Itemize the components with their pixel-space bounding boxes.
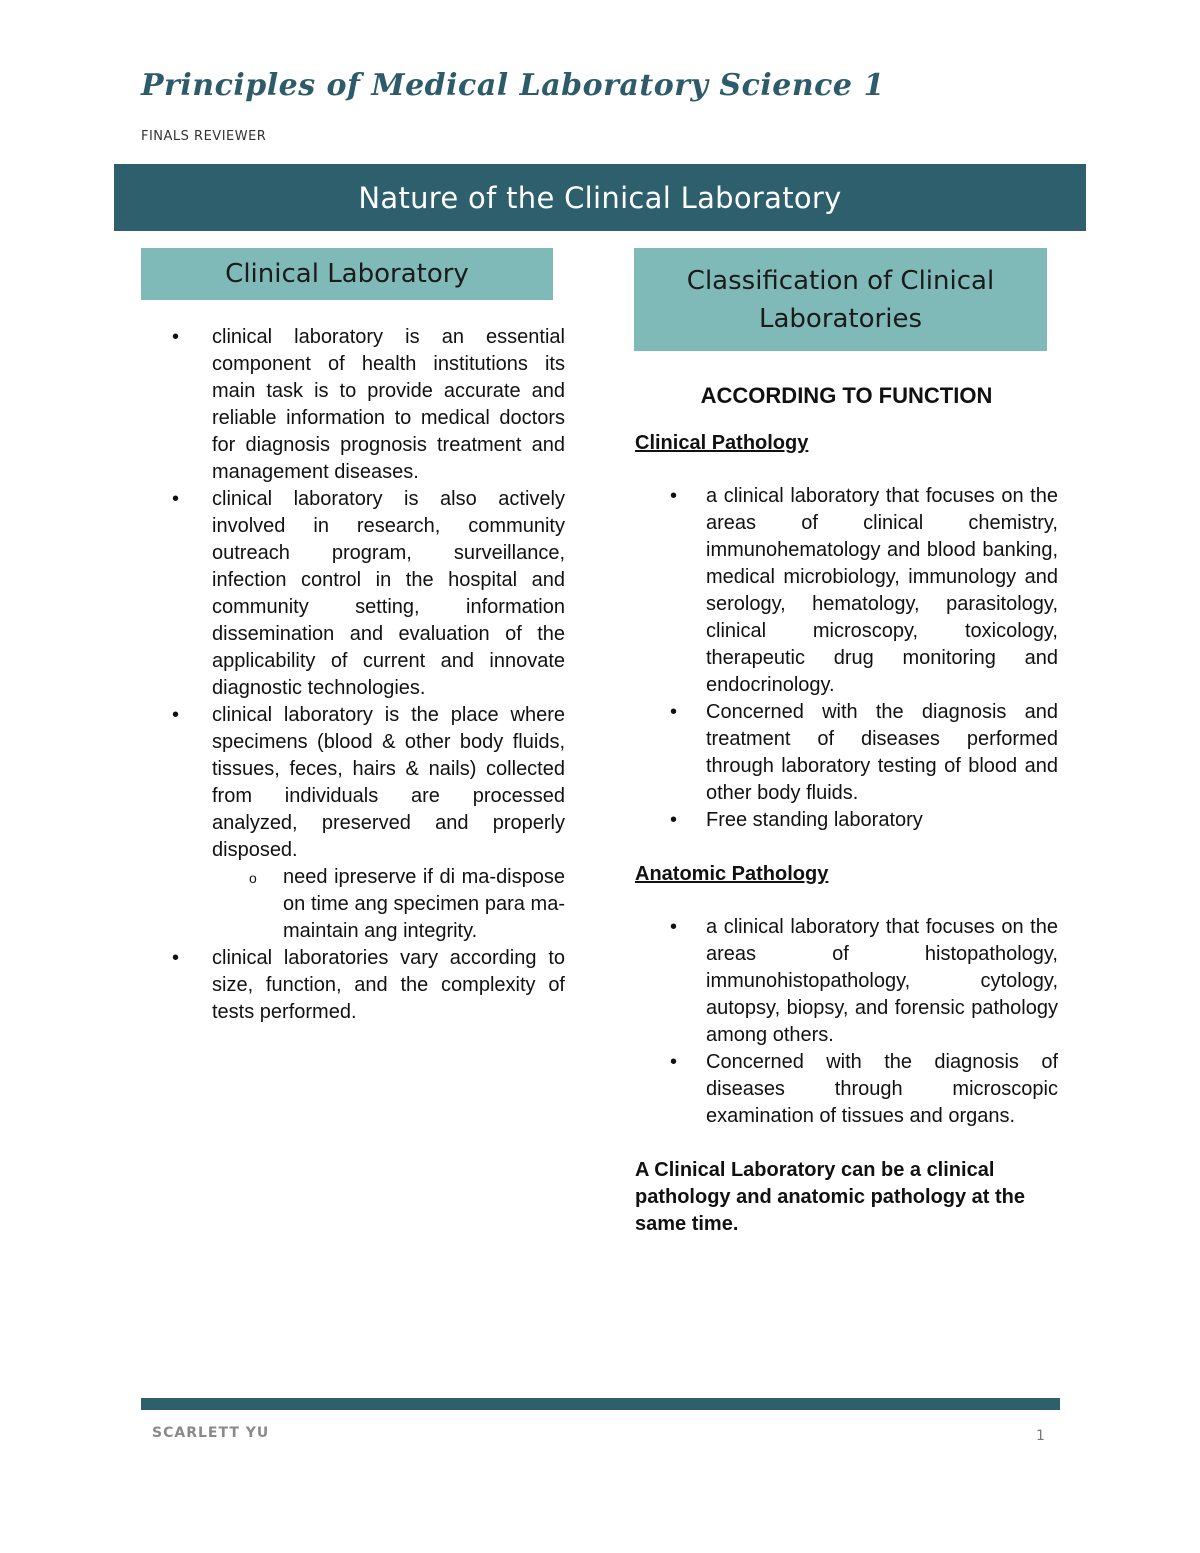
left-column: [172, 324, 565, 1026]
section-banner: Nature of the Clinical Laboratory: [114, 164, 1086, 231]
clinical-laboratory-heading: Clinical Laboratory: [141, 248, 553, 300]
list-item: • clinical laboratory is also actively involved in research, community outreach program, surveillance, infection control in the hospital and community setting, information dissemination and evaluation of the applicability of current and innovate diagnostic technologies.: [172, 486, 565, 702]
clinical-pathology-list: [670, 483, 1058, 834]
list-item-text: clinical laboratory is the place where specimens (blood & other body fluids, tissues, feces, hairs & nails) collected from individuals are processed analyzed, preserved and properly disposed.: [212, 704, 565, 861]
list-item: • Free standing laboratory: [670, 807, 1058, 834]
clinical-pathology-heading: Clinical Pathology: [635, 432, 809, 454]
conclusion-text: A Clinical Laboratory can be a clinical pathology and anatomic pathology at the same time.: [635, 1159, 1026, 1235]
page-number: 1: [1036, 1428, 1045, 1444]
list-item: [172, 702, 565, 945]
document-subtitle: FINALS REVIEWER: [141, 129, 267, 144]
list-item: • Concerned with the diagnosis of diseases through microscopic examination of tissues and organs.: [670, 1049, 1058, 1130]
clinical-laboratory-list: [172, 324, 565, 1026]
right-column: [635, 380, 1058, 1238]
footer-author: SCARLETT YU: [152, 1425, 270, 1441]
function-heading: ACCORDING TO FUNCTION: [700, 383, 993, 408]
anatomic-pathology-heading: Anatomic Pathology: [635, 863, 829, 885]
sub-list-item: o need ipreserve if di ma-dispose on time ang specimen para ma-maintain ang integrity.: [212, 864, 565, 945]
classification-heading: Classification of Clinical Laboratories: [634, 248, 1047, 351]
list-item: • clinical laboratory is an essential component of health institutions its main task is to provide accurate and reliable information to medical doctors for diagnosis prognosis treatment and management diseases.: [172, 324, 565, 486]
list-item: • Concerned with the diagnosis and treatment of diseases performed through laboratory testing of blood and other body fluids.: [670, 699, 1058, 807]
footer-divider: [141, 1398, 1060, 1410]
sub-list: [212, 864, 565, 945]
list-item: • a clinical laboratory that focuses on the areas of histopathology, immunohistopathology, cytology, autopsy, biopsy, and forensic pathology among others.: [670, 914, 1058, 1049]
anatomic-pathology-list: [670, 914, 1058, 1130]
list-item: • clinical laboratories vary according to size, function, and the complexity of tests performed.: [172, 945, 565, 1026]
document-title: Principles of Medical Laboratory Science 1: [141, 68, 885, 103]
list-item: • a clinical laboratory that focuses on the areas of clinical chemistry, immunohematology and blood banking, medical microbiology, immunology and serology, hematology, parasitology, clinical microscopy, toxicology, therapeutic drug monitoring and endocrinology.: [670, 483, 1058, 699]
